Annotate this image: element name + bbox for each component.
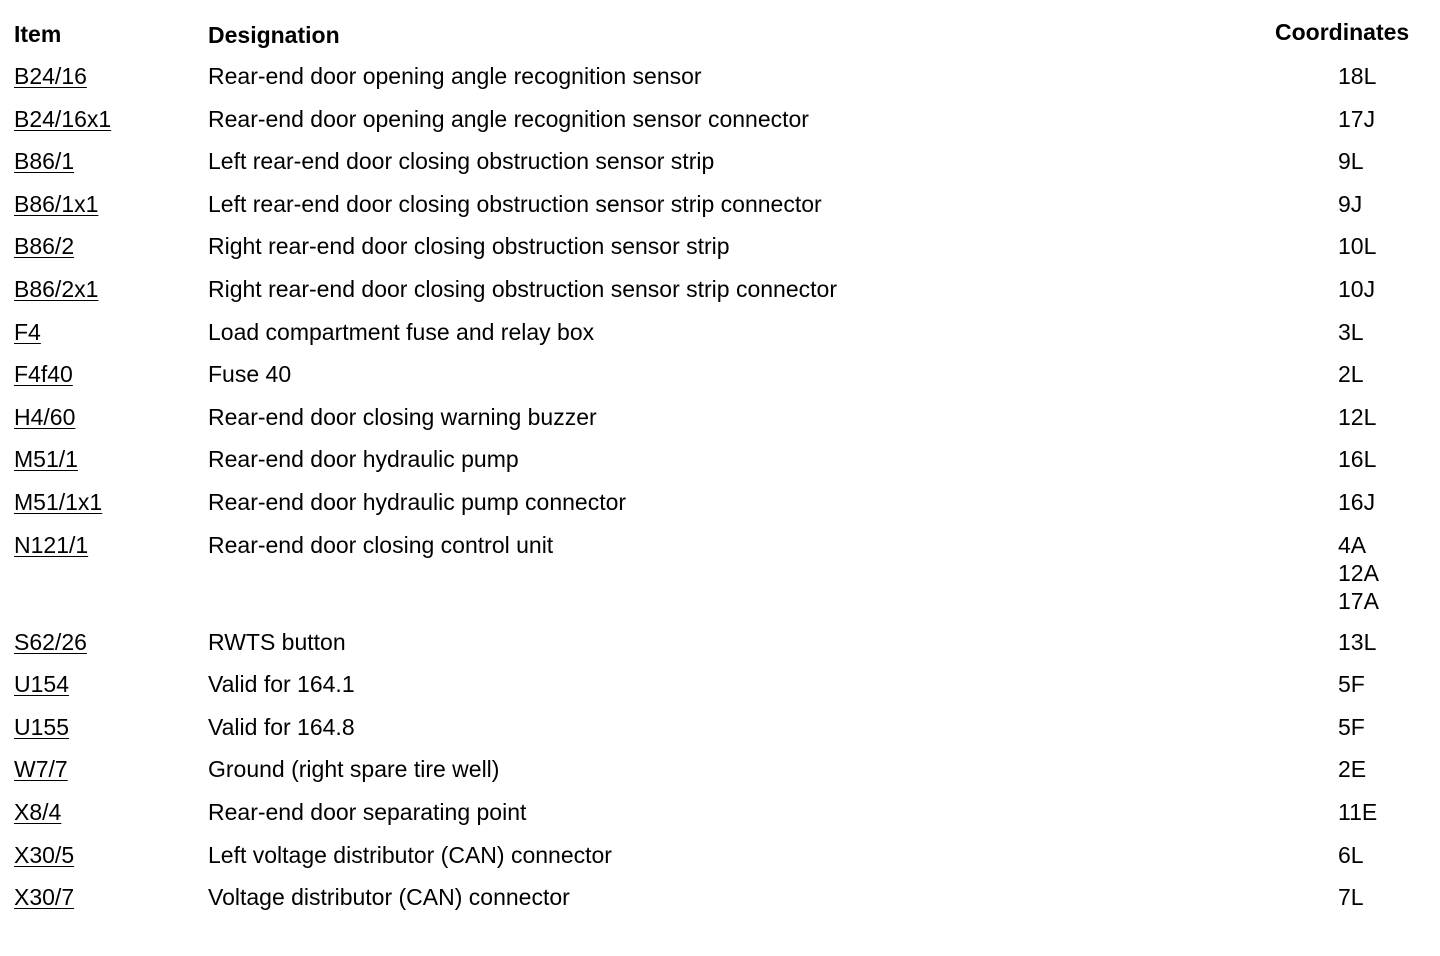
coordinate-value: 2E xyxy=(1338,756,1367,783)
coordinates-cell xyxy=(1338,317,1440,346)
table-row xyxy=(0,231,1440,274)
item-link[interactable]: X8/4 xyxy=(14,798,62,825)
designation-text: Valid for 164.1 xyxy=(208,671,355,698)
coordinates-cell xyxy=(1338,359,1440,388)
item-link[interactable]: B86/1 xyxy=(14,148,75,175)
table-row xyxy=(0,402,1440,445)
table-header xyxy=(0,18,1440,52)
item-link[interactable]: F4f40 xyxy=(14,361,73,388)
table-row xyxy=(0,627,1440,670)
coordinates-cell xyxy=(1338,627,1440,656)
coordinate-value: 18L xyxy=(1338,63,1377,89)
designation-text: Rear-end door hydraulic pump connector xyxy=(208,488,627,515)
coordinate-value: 9L xyxy=(1338,148,1364,175)
column-header-item: Item xyxy=(14,21,62,47)
table-row xyxy=(0,882,1440,925)
coordinate-value: 2L xyxy=(1338,361,1364,388)
item-link[interactable]: M51/1x1 xyxy=(14,488,103,515)
coordinate-value: 16L xyxy=(1338,446,1377,473)
table-row xyxy=(0,530,1440,627)
coordinate-value: 12L xyxy=(1338,403,1377,430)
coordinate-value: 13L xyxy=(1338,628,1377,655)
table-row xyxy=(0,317,1440,360)
table-row xyxy=(0,754,1440,797)
table-row xyxy=(0,487,1440,530)
table-row xyxy=(0,797,1440,840)
table-row xyxy=(0,669,1440,712)
coordinates-cell xyxy=(1338,444,1440,473)
item-link[interactable]: H4/60 xyxy=(14,403,76,430)
item-link[interactable]: B86/1x1 xyxy=(14,190,99,217)
coordinate-value: 17J xyxy=(1338,105,1376,132)
coordinates-cell xyxy=(1338,840,1440,869)
designation-text: Rear-end door closing warning buzzer xyxy=(208,403,597,430)
coordinate-value: 5F xyxy=(1338,713,1365,740)
coordinate-value: 5F xyxy=(1338,671,1365,698)
coordinate-value: 17A xyxy=(1338,587,1379,614)
column-header-designation: Designation xyxy=(208,22,340,48)
table-row xyxy=(0,104,1440,147)
coordinates-cell xyxy=(1338,712,1440,741)
coordinates-cell xyxy=(1338,402,1440,431)
coordinates-cell xyxy=(1338,797,1440,826)
coordinate-value: 10L xyxy=(1338,233,1377,260)
coordinates-cell xyxy=(1338,754,1440,783)
table-row xyxy=(0,444,1440,487)
coordinate-value: 9J xyxy=(1338,190,1363,217)
item-link[interactable]: X30/5 xyxy=(14,841,75,868)
table-row xyxy=(0,274,1440,317)
designation-text: Rear-end door opening angle recognition sensor xyxy=(208,63,702,89)
designation-text: Left voltage distributor (CAN) connector xyxy=(208,841,612,868)
item-link[interactable]: X30/7 xyxy=(14,884,75,911)
coordinates-cell xyxy=(1338,669,1440,698)
coordinate-value: 11E xyxy=(1338,798,1378,825)
coordinates-cell xyxy=(1338,61,1440,90)
item-link[interactable]: B86/2x1 xyxy=(14,275,99,302)
coordinates-cell xyxy=(1338,274,1440,303)
item-link[interactable]: B24/16 xyxy=(14,63,87,89)
coordinate-value: 6L xyxy=(1338,841,1364,868)
component-table-body xyxy=(0,61,1440,925)
designation-text: Valid for 164.8 xyxy=(208,713,355,740)
table-row xyxy=(0,712,1440,755)
designation-text: Fuse 40 xyxy=(208,361,292,388)
item-link[interactable]: N121/1 xyxy=(14,531,89,558)
coordinates-cell xyxy=(1338,231,1440,260)
designation-text: Voltage distributor (CAN) connector xyxy=(208,884,570,911)
item-link[interactable]: F4 xyxy=(14,318,41,345)
column-header-coordinates: Coordinates xyxy=(1275,19,1410,45)
designation-text: Right rear-end door closing obstruction sensor strip connector xyxy=(208,275,837,302)
designation-text: Rear-end door closing control unit xyxy=(208,531,554,558)
item-link[interactable]: M51/1 xyxy=(14,446,78,473)
coordinates-cell xyxy=(1338,146,1440,175)
designation-text: Right rear-end door closing obstruction sensor strip xyxy=(208,233,730,260)
coordinate-value: 7L xyxy=(1338,884,1364,911)
item-link[interactable]: B86/2 xyxy=(14,233,75,260)
coordinates-cell xyxy=(1338,882,1440,911)
table-row xyxy=(0,359,1440,402)
coordinates-cell xyxy=(1338,104,1440,133)
coordinate-value: 4A xyxy=(1338,531,1367,558)
coordinates-cell xyxy=(1338,487,1440,516)
table-row xyxy=(0,189,1440,232)
coordinates-cell xyxy=(1338,530,1440,615)
designation-text: RWTS button xyxy=(208,628,346,655)
coordinate-value: 16J xyxy=(1338,488,1376,515)
designation-text: Rear-end door hydraulic pump xyxy=(208,446,519,473)
table-row xyxy=(0,840,1440,883)
table-row xyxy=(0,146,1440,189)
designation-text: Left rear-end door closing obstruction sensor strip xyxy=(208,148,715,175)
table-row xyxy=(0,61,1440,104)
coordinates-cell xyxy=(1338,189,1440,218)
coordinate-value: 12A xyxy=(1338,559,1379,586)
designation-text: Rear-end door separating point xyxy=(208,798,527,825)
item-link[interactable]: U154 xyxy=(14,671,69,698)
item-link[interactable]: U155 xyxy=(14,713,69,740)
designation-text: Rear-end door opening angle recognition sensor connector xyxy=(208,105,809,132)
coordinate-value: 10J xyxy=(1338,275,1376,302)
coordinate-value: 3L xyxy=(1338,318,1364,345)
item-link[interactable]: W7/7 xyxy=(14,756,68,783)
designation-text: Left rear-end door closing obstruction sensor strip connector xyxy=(208,190,822,217)
item-link[interactable]: S62/26 xyxy=(14,628,87,655)
item-link[interactable]: B24/16x1 xyxy=(14,105,112,132)
designation-text: Ground (right spare tire well) xyxy=(208,756,500,783)
designation-text: Load compartment fuse and relay box xyxy=(208,318,595,345)
